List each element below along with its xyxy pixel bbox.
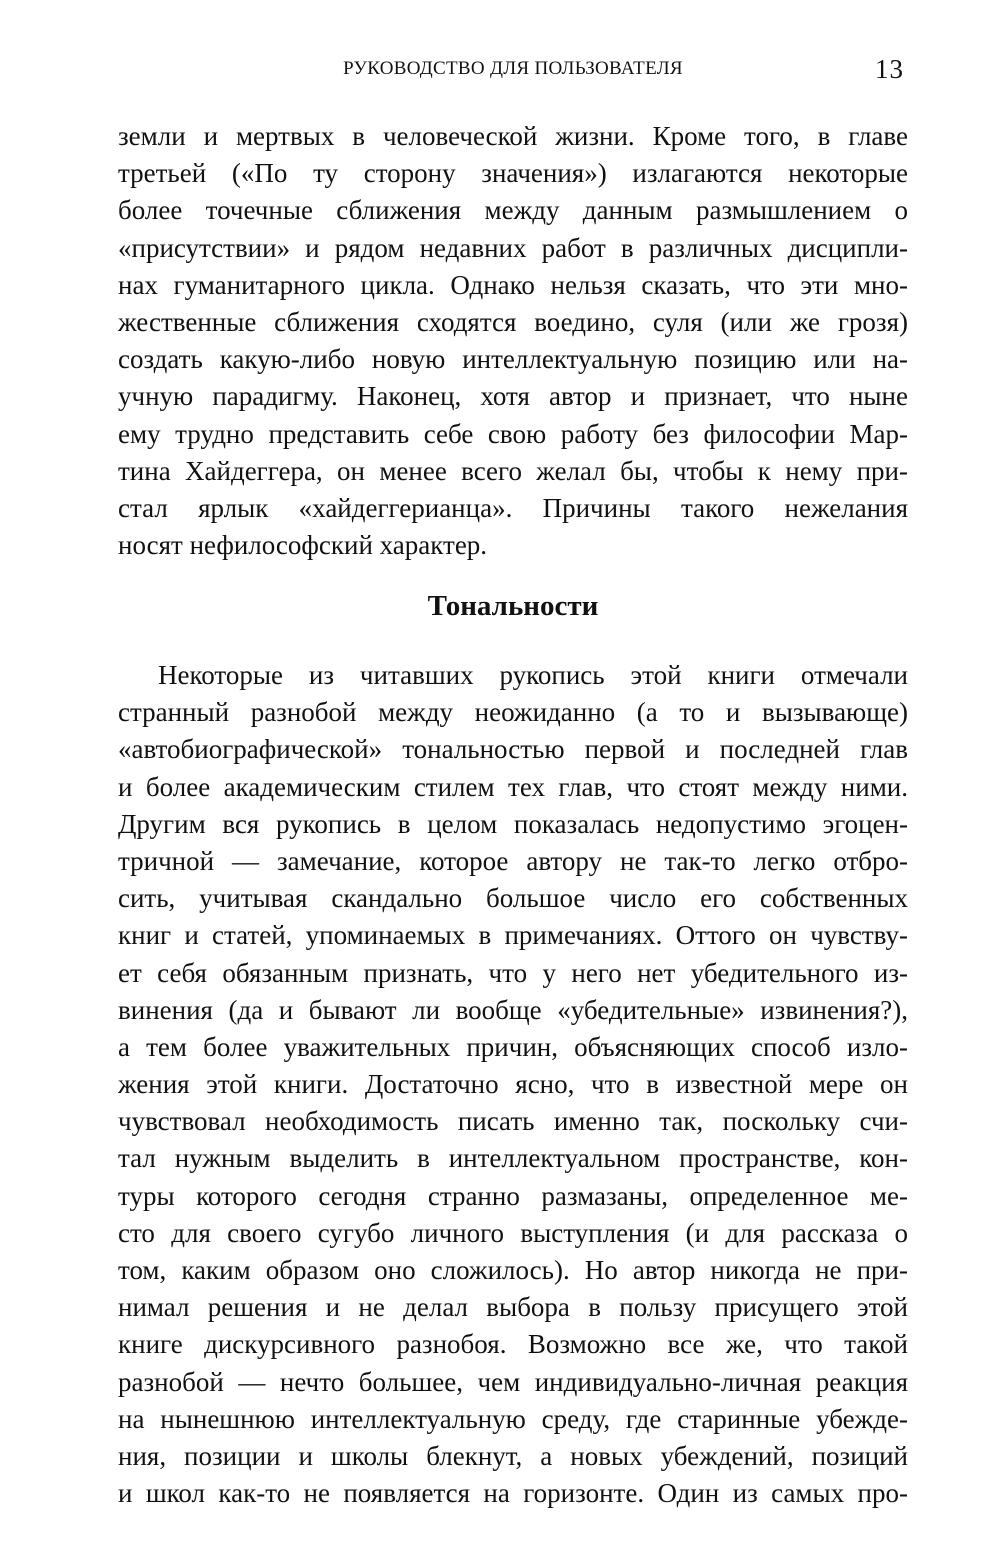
running-head (118, 56, 908, 88)
paragraph (118, 657, 908, 1512)
text-line: стал ярлык «хайдеггерианца». Причины такого нежелания (118, 492, 908, 523)
text-line: ет себя обязанным признать, что у него нет убедительного из- (118, 957, 908, 988)
text-line: чувствовал необходимость писать именно так, поскольку счи- (118, 1106, 908, 1137)
text-line: более точечные сближения между данным размышлением о (118, 195, 908, 226)
text-line: носят нефилософский характер. (118, 530, 488, 561)
text-line: Другим вся рукопись в целом показалась недопустимо эгоцен- (118, 808, 908, 839)
text-line: «автобиографической» тональностью первой и последней глав (118, 734, 908, 765)
text-line: создать какую-либо новую интеллектуальную позицию или на- (118, 344, 908, 375)
section-heading: Тональности (427, 590, 599, 622)
text-line: винения (да и бывают ли вообще «убедительные» извинения?), (118, 994, 908, 1025)
text-line: жественные сближения сходятся воедино, суля (или же грозя) (118, 306, 908, 337)
text-line: нах гуманитарного цикла. Однако нельзя сказать, что эти мно- (118, 269, 908, 300)
text-line: сто для своего сугубо личного выступления (и для рассказа о (118, 1217, 908, 1248)
text-line: «присутствии» и рядом недавних работ в различных дисципли- (118, 232, 908, 263)
text-line: книг и статей, упоминаемых в примечаниях. Оттого он чувству- (118, 920, 908, 951)
text-line: ему трудно представить себе свою работу без философии Мар- (118, 418, 908, 449)
text-line: земли и мертвых в человеческой жизни. Кроме того, в главе (118, 121, 908, 151)
running-title: РУКОВОДСТВО ДЛЯ ПОЛЬЗОВАТЕЛЯ (343, 58, 683, 79)
text-line: нимал решения и не делал выбора в пользу присущего этой (118, 1292, 908, 1323)
text-line: ния, позиции и школы блекнут, а новых убеждений, позиций (118, 1440, 908, 1471)
text-line: тричной — замечание, которое автору не так-то легко отбро- (118, 845, 908, 876)
text-line: и более академическим стилем тех глав, что стоят между ними. (118, 771, 908, 802)
page-number: 13 (875, 54, 904, 84)
text-line: Некоторые из читавших рукопись этой книги отмечали (158, 660, 908, 690)
text-line: третьей («По ту сторону значения») излагаются некоторые (118, 158, 908, 189)
text-line: на нынешнюю интеллектуальную среду, где старинные убежде- (118, 1403, 908, 1434)
text-line: туры которого сегодня странно размазаны, определенное ме- (118, 1180, 908, 1211)
text-line: а тем более уважительных причин, объясняющих способ изло- (118, 1031, 908, 1062)
text-line: учную парадигму. Наконец, хотя автор и признает, что ныне (118, 381, 908, 412)
text-line: том, каким образом оно сложилось). Но автор никогда не при- (118, 1255, 908, 1285)
text-line: странный разнобой между неожиданно (а то и вызывающе) (118, 697, 908, 728)
text-line: книге дискурсивного разнобоя. Возможно все же, что такой (118, 1329, 908, 1360)
text-line: жения этой книги. Достаточно ясно, что в известной мере он (118, 1069, 908, 1100)
paragraph-continued (118, 118, 908, 564)
text-line: сить, учитывая скандально большое число его собственных (118, 883, 908, 914)
text-line: разнобой — нечто большее, чем индивидуально-личная реакция (118, 1366, 908, 1397)
text-line: тина Хайдеггера, он менее всего желал бы, чтобы к нему при- (118, 455, 908, 486)
text-line: и школ как-то не появляется на горизонте. Один из самых про- (118, 1478, 908, 1509)
text-line: тал нужным выделить в интеллектуальном пространстве, кон- (118, 1143, 908, 1174)
